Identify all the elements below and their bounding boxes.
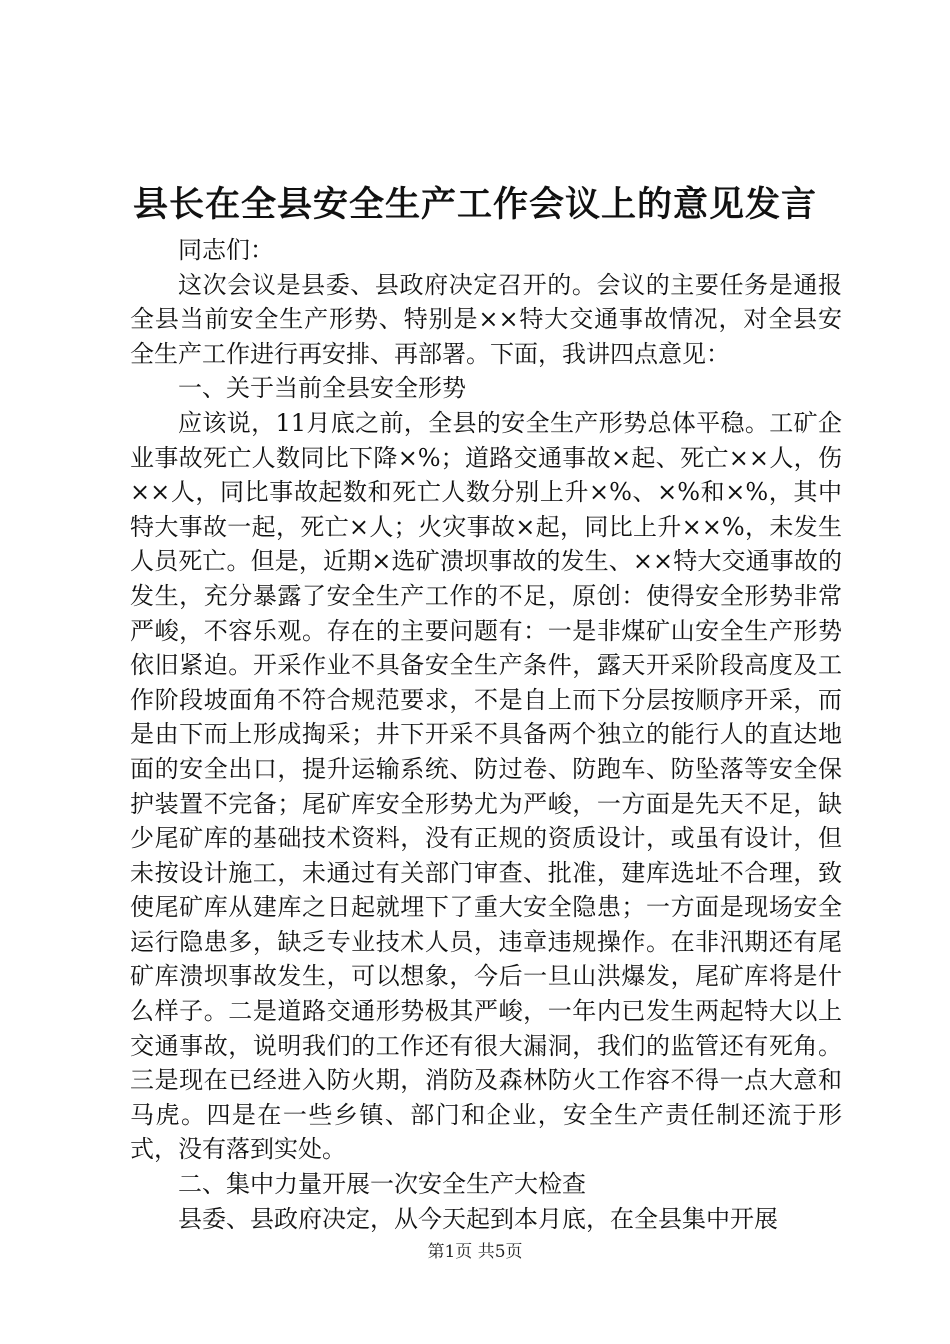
document-title: 县长在全县安全生产工作会议上的意见发言 — [132, 184, 817, 225]
section-2-paragraph: 县委、县政府决定，从今天起到本月底，在全县集中开展 — [178, 1204, 778, 1233]
intro-paragraph: 这次会议是县委、县政府决定召开的。会议的主要任务是通报全县当前安全生产形势、特别是××特大交通事故情况，对全县安全生产工作进行再安排、再部署。下面，我讲四点意见： — [130, 270, 842, 368]
salutation: 同志们： — [178, 236, 274, 264]
section-1-paragraph: 应该说，11月底之前，全县的安全生产形势总体平稳。工矿企业事故死亡人数同比下降×%；道路交通事故×起、死亡××人，伤××人，同比事故起数和死亡人数分别上升×%、×%和×%，其中特大事故一起，死亡×人；火灾事故×起，同比上升××%，未发生人员死亡。但是，近期×选矿溃坝事故的发生、××特大交通事故的发生，充分暴露了安全生产工作的不足，原创：使得安全形势非常严峻，不容乐观。存在的主要问题有：一是非煤矿山安全生产形势依旧紧迫。开采作业不具备安全生产条件，露天开采阶段高度及工作阶段坡面角不符合规范要求，不是自上而下分层按顺序开采，而是由下而上形成掏采；井下开采不具备两个独立的能行人的直达地面的安全出口，提升运输系统、防过卷、防跑车、防坠落等安全保护装置不完备；尾矿库安全形势尤为严峻，一方面是先天不足，缺少尾矿库的基础技术资料，没有正规的资质设计，或虽有设计，但未按设计施工，未通过有关部门审查、批准，建库选址不合理，致使尾矿库从建库之日起就埋下了重大安全隐患；一方面是现场安全运行隐患多，缺乏专业技术人员，违章违规操作。在非汛期还有尾矿库溃坝事故发生，可以想象，今后一旦山洪爆发，尾矿库将是什么样子。二是道路交通形势极其严峻，一年内已发生两起特大以上交通事故，说明我们的工作还有很大漏洞，我们的监管还有死角。三是现在已经进入防火期，消防及森林防火工作容不得一点大意和马虎。四是在一些乡镇、部门和企业，安全生产责任制还流于形式，没有落到实处。 — [130, 408, 842, 1164]
section-2-heading: 二、集中力量开展一次安全生产大检查 — [178, 1170, 586, 1199]
document-body — [130, 233, 842, 1236]
page-number-footer: 第1页 共5页 — [427, 1242, 523, 1262]
section-1-heading: 一、关于当前全县安全形势 — [178, 374, 466, 403]
